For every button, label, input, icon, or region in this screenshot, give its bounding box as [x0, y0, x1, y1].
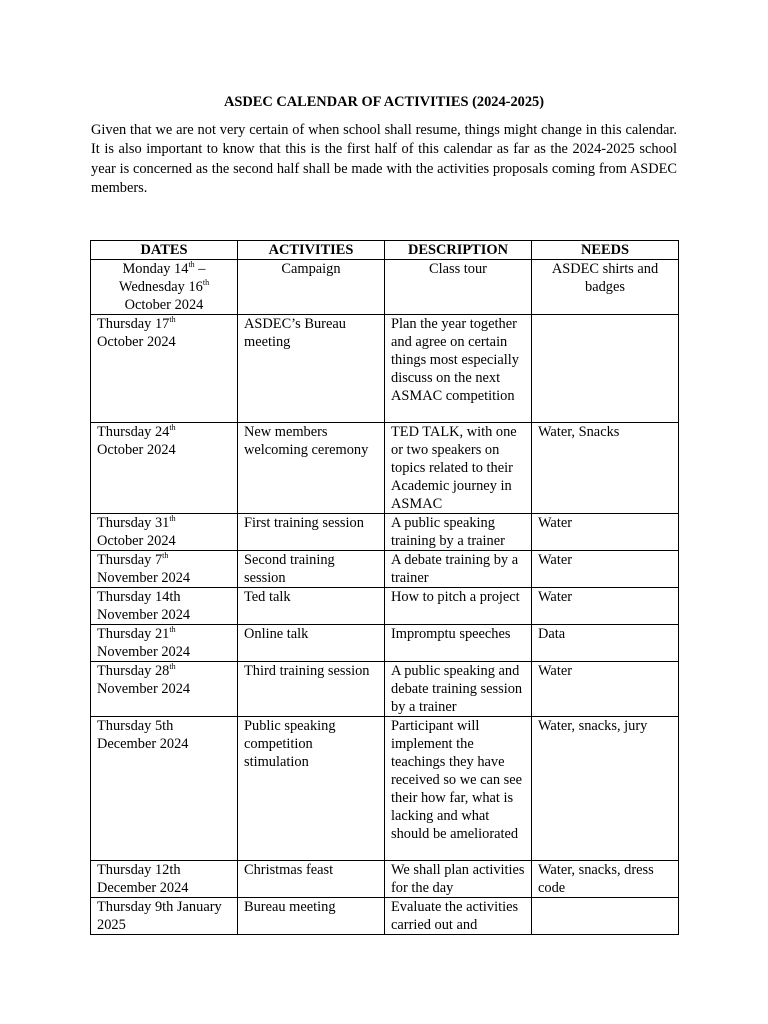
- table-row: [91, 260, 679, 315]
- needs-cell: Water, snacks, dress code: [532, 861, 679, 898]
- needs-cell: Water: [532, 588, 679, 625]
- date-cell: Thursday 24th October 2024: [91, 423, 238, 514]
- description-cell: How to pitch a project: [385, 588, 532, 625]
- date-cell: Thursday 9th January 2025: [91, 898, 238, 935]
- header-description: DESCRIPTION: [385, 241, 532, 260]
- date-cell: Thursday 31th October 2024: [91, 514, 238, 551]
- description-cell: Participant will implement the teachings they have received so we can see their how far, what is lacking and what should be ameliorated: [385, 717, 532, 861]
- activity-cell: Ted talk: [238, 588, 385, 625]
- activities-table: [90, 240, 679, 935]
- activity-cell: Campaign: [238, 260, 385, 315]
- description-cell: A debate training by a trainer: [385, 551, 532, 588]
- activity-cell: Public speaking competition stimulation: [238, 717, 385, 861]
- header-activities: ACTIVITIES: [238, 241, 385, 260]
- table-row: [91, 588, 679, 625]
- activity-cell: New members welcoming ceremony: [238, 423, 385, 514]
- needs-cell: Data: [532, 625, 679, 662]
- description-cell: Evaluate the activities carried out and: [385, 898, 532, 935]
- needs-cell: Water: [532, 551, 679, 588]
- description-cell: Class tour: [385, 260, 532, 315]
- table-row: [91, 551, 679, 588]
- description-cell: A public speaking and debate training session by a trainer: [385, 662, 532, 717]
- date-cell: Thursday 17th October 2024: [91, 315, 238, 423]
- needs-cell: Water, snacks, jury: [532, 717, 679, 861]
- intro-paragraph: Given that we are not very certain of when school shall resume, things might change in this calendar. It is also important to know that this is the first half of this calendar as far as the 2024-2025 school year is concerned as the second half shall be made with the activities proposals coming from ASDEC members.: [91, 122, 677, 196]
- header-needs: NEEDS: [532, 241, 679, 260]
- table-row: [91, 423, 679, 514]
- needs-cell: Water, Snacks: [532, 423, 679, 514]
- activity-cell: Online talk: [238, 625, 385, 662]
- header-dates: DATES: [91, 241, 238, 260]
- needs-cell: Water: [532, 514, 679, 551]
- activity-cell: Christmas feast: [238, 861, 385, 898]
- activity-cell: Second training session: [238, 551, 385, 588]
- table-row: [91, 861, 679, 898]
- date-cell: Thursday 21th November 2024: [91, 625, 238, 662]
- activity-cell: Bureau meeting: [238, 898, 385, 935]
- date-cell: Thursday 28th November 2024: [91, 662, 238, 717]
- date-cell: Thursday 7th November 2024: [91, 551, 238, 588]
- needs-cell: [532, 898, 679, 935]
- table-row: [91, 625, 679, 662]
- description-cell: Plan the year together and agree on certain things most especially discuss on the next ASMAC competition: [385, 315, 532, 423]
- table-row: [91, 662, 679, 717]
- description-cell: TED TALK, with one or two speakers on topics related to their Academic journey in ASMAC: [385, 423, 532, 514]
- table-row: [91, 514, 679, 551]
- document-title: ASDEC CALENDAR OF ACTIVITIES (2024-2025): [223, 94, 545, 110]
- needs-cell: ASDEC shirts and badges: [532, 260, 679, 315]
- needs-cell: [532, 315, 679, 423]
- date-cell: Thursday 14th November 2024: [91, 588, 238, 625]
- description-cell: We shall plan activities for the day: [385, 861, 532, 898]
- date-cell: Thursday 12th December 2024: [91, 861, 238, 898]
- date-cell: Monday 14th – Wednesday 16th October 2024: [91, 260, 238, 315]
- table-row: [91, 717, 679, 861]
- description-cell: Impromptu speeches: [385, 625, 532, 662]
- activity-cell: ASDEC’s Bureau meeting: [238, 315, 385, 423]
- activity-cell: Third training session: [238, 662, 385, 717]
- needs-cell: Water: [532, 662, 679, 717]
- table-header-row: [91, 241, 679, 260]
- table-row: [91, 315, 679, 423]
- description-cell: A public speaking training by a trainer: [385, 514, 532, 551]
- table-row: [91, 898, 679, 935]
- date-cell: Thursday 5th December 2024: [91, 717, 238, 861]
- activity-cell: First training session: [238, 514, 385, 551]
